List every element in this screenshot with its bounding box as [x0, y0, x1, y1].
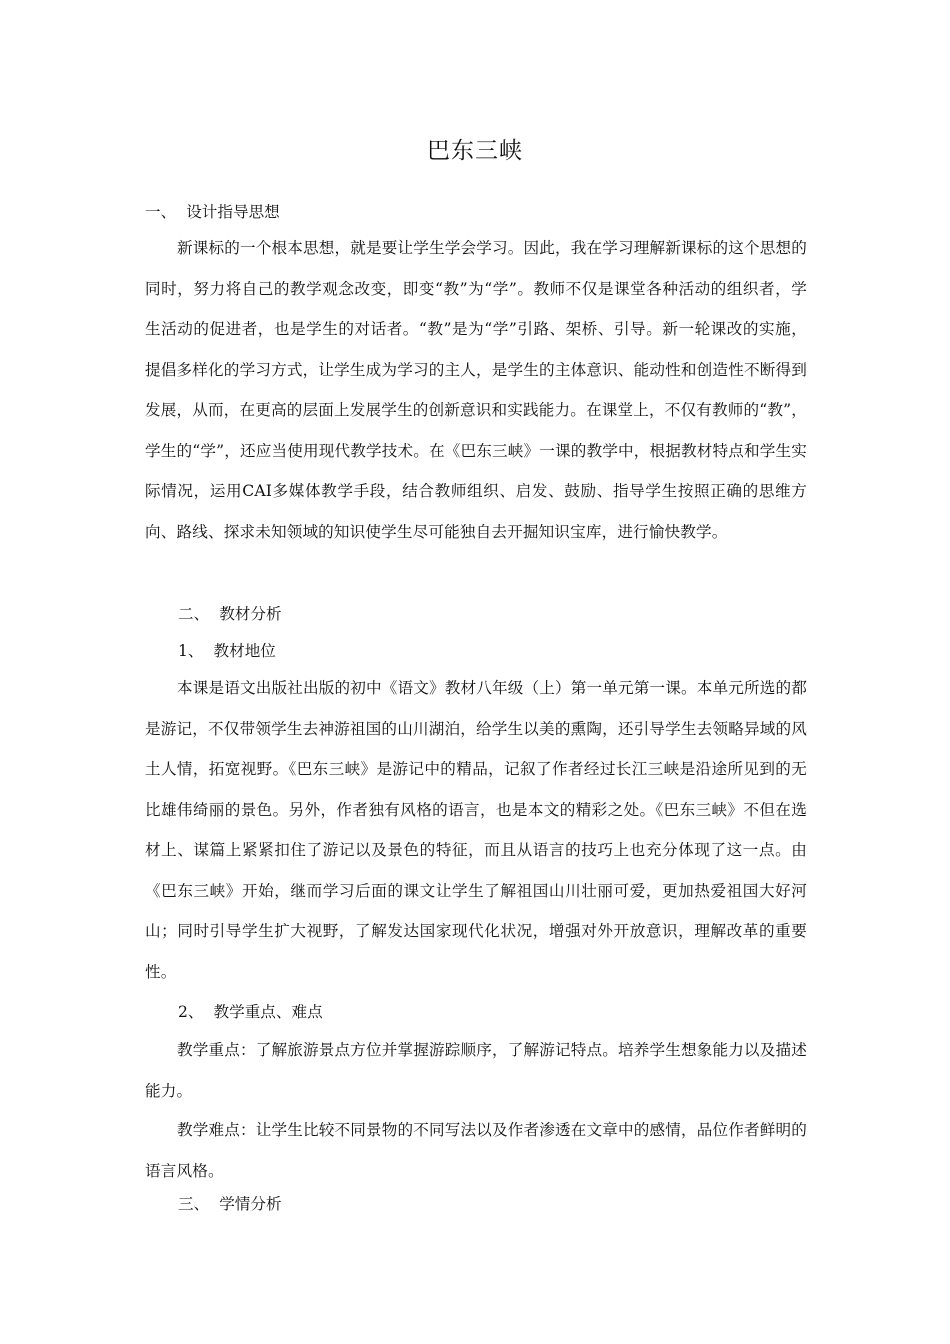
subsection-1-heading-text: 教材地位 [213, 642, 276, 660]
section-1-paragraph: 新课标的一个根本思想，就是要让学生学会学习。因此，我在学习理解新课标的这个思想的同时，努力将自己的教学观念改变，即变“教”为“学”。教师不仅是课堂各种活动的组织者，学生活动的促进者，也是学生的对话者。“教”是为“学”引路、架桥、引导。新一轮课改的实施，提倡多样化的学习方式，让学生成为学习的主人，是学生的主体意识、能动性和创造性不断得到发展，从而，在更高的层面上发展学生的创新意识和实践能力。在课堂上，不仅有教师的“教”，学生的“学”，还应当使用现代教学技术。在《巴东三峡》一课的教学中，根据教材特点和学生实际情况，运用CAI多媒体教学手段，结合教师组织、启发、鼓励、指导学生按照正确的思维方向、路线、探求未知领域的知识使学生尽可能独自去开掘知识宝库，进行愉快教学。 [145, 239, 807, 541]
section-2-heading [178, 602, 282, 626]
difficulty-paragraph: 教学难点：让学生比较不同景物的不同写法以及作者渗透在文章中的感情，品位作者鲜明的语言风格。 [145, 1121, 807, 1180]
subsection-1-heading [178, 639, 276, 663]
section-2-number: 二、 [178, 605, 210, 623]
section-3-number: 三、 [178, 1195, 210, 1213]
subsection-2-heading [178, 1000, 323, 1024]
subsection-2-heading-text: 教学重点、难点 [213, 1003, 323, 1021]
key-point-paragraph: 教学重点：了解旅游景点方位并掌握游踪顺序，了解游记特点。培养学生想象能力以及描述能力。 [145, 1041, 807, 1100]
section-1-heading-text: 设计指导思想 [186, 203, 280, 221]
subsection-1-number: 1、 [178, 642, 204, 660]
section-3-heading-text: 学情分析 [219, 1195, 282, 1213]
section-1-number: 一、 [145, 203, 177, 221]
section-1-heading [145, 200, 280, 224]
section-2-heading-text: 教材分析 [219, 605, 282, 623]
subsection-2-number: 2、 [178, 1003, 204, 1021]
subsection-1-paragraph: 本课是语文出版社出版的初中《语文》教材八年级（上）第一单元第一课。本单元所选的都是游记，不仅带领学生去神游祖国的山川湖泊，给学生以美的熏陶，还引导学生去领略异域的风土人情，拓宽视野。《巴东三峡》是游记中的精品，记叙了作者经过长江三峡是沿途所见到的无比雄伟绮丽的景色。另外，作者独有风格的语言，也是本文的精彩之处。《巴东三峡》不但在选材上、谋篇上紧紧扣住了游记以及景色的特征，而且从语言的技巧上也充分体现了这一点。由《巴东三峡》开始，继而学习后面的课文让学生了解祖国山川壮丽可爱，更加热爱祖国大好河山；同时引导学生扩大视野，了解发达国家现代化状况，增强对外开放意识，理解改革的重要性。 [145, 679, 807, 981]
document-title: 巴东三峡 [427, 138, 523, 164]
section-3-heading [178, 1192, 282, 1216]
